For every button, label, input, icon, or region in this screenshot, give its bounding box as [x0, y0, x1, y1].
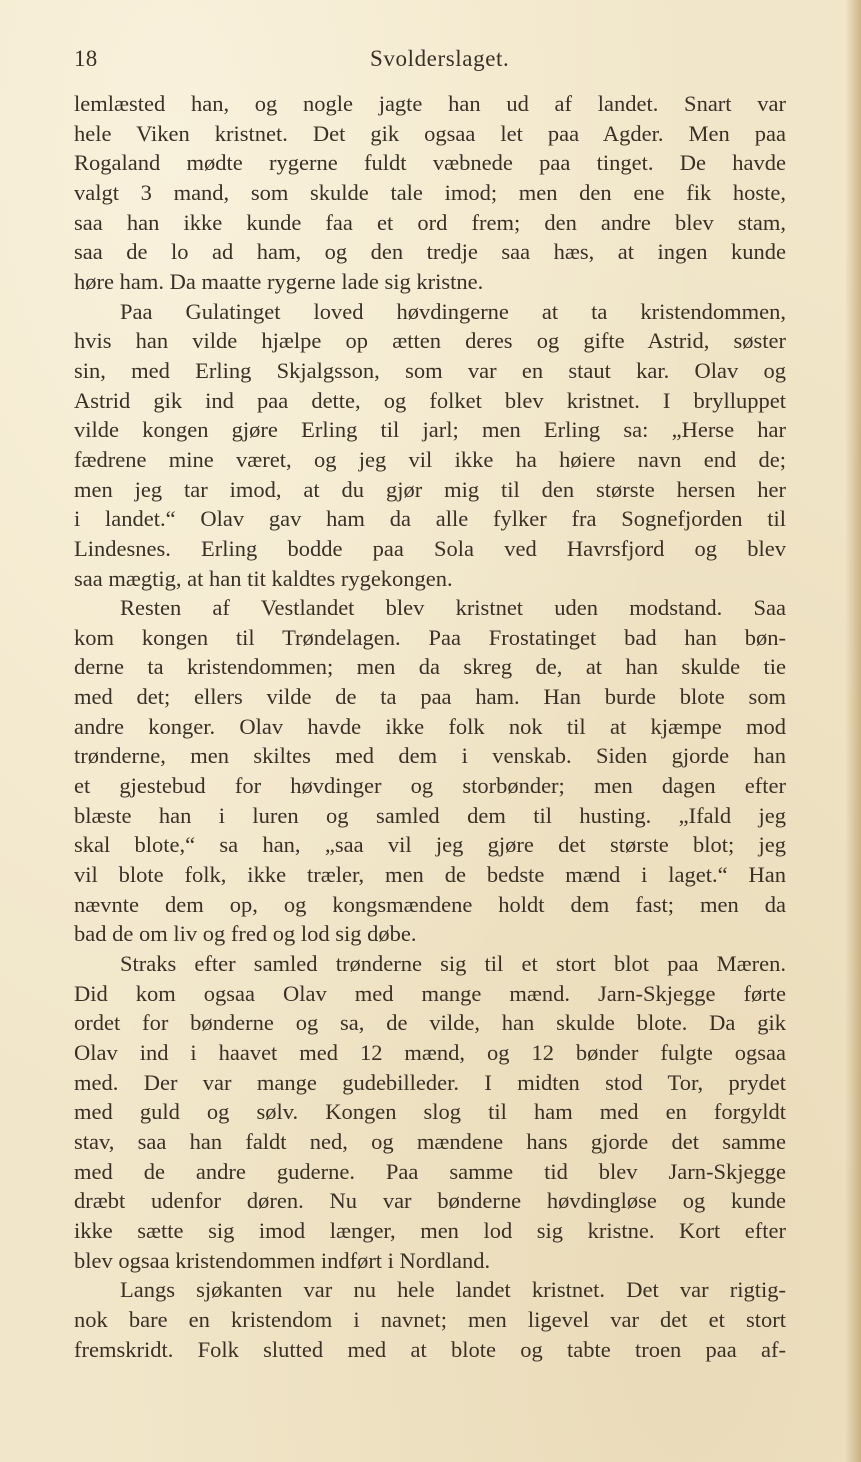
text-line: valgt 3 mand, som skulde tale imod; men den ene fik hoste,	[74, 179, 786, 205]
text-line: lemlæsted han, og nogle jagte han ud af landet. Snart var	[74, 91, 786, 116]
text-line: et gjestebud for høvdinger og storbønder; men dagen efter	[74, 773, 786, 799]
text-line: dræbt udenfor døren. Nu var bønderne høvdingløse og kunde	[74, 1188, 786, 1214]
paragraph	[74, 949, 786, 1275]
paragraph	[74, 1275, 786, 1364]
text-line: men jeg tar imod, at du gjør mig til den største hersen her	[74, 476, 786, 502]
text-line: Olav ind i haavet med 12 mænd, og 12 bønder fulgte ogsaa	[74, 1040, 786, 1065]
text-line: Astrid gik ind paa dette, og folket blev kristnet. I brylluppet	[74, 387, 786, 413]
text-line: saa han ikke kunde faa et ord frem; den andre blev stam,	[74, 209, 786, 235]
body-text	[74, 89, 786, 1364]
text-line: Resten af Vestlandet blev kristnet uden modstand. Saa	[120, 595, 786, 621]
text-line: ordet for bønderne og sa, de vilde, han skulde blote. Da gik	[74, 1010, 786, 1036]
text-line: nævnte dem op, og kongsmændene holdt dem fast; men da	[74, 891, 786, 917]
text-line: med. Der var mange gudebilleder. I midten stod Tor, prydet	[74, 1069, 786, 1095]
text-line: andre konger. Olav havde ikke folk nok til at kjæmpe mod	[74, 713, 786, 739]
text-line: Did kom ogsaa Olav med mange mænd. Jarn-Skjegge førte	[74, 980, 786, 1006]
text-line: vil blote folk, ikke træler, men de bedste mænd i laget.“ Han	[74, 862, 786, 888]
paragraph	[74, 593, 786, 949]
text-line: fædrene mine været, og jeg vil ikke ha høiere navn end de;	[74, 446, 786, 472]
page-header	[74, 44, 786, 74]
text-line: blev ogsaa kristendommen indført i Nordland.	[74, 1247, 491, 1273]
text-line: vilde kongen gjøre Erling til jarl; men Erling sa: „Herse har	[74, 417, 786, 443]
text-line: kom kongen til Trøndelagen. Paa Frostatinget bad han bøn-	[74, 624, 786, 650]
text-line: saa mægtig, at han tit kaldtes rygekongen.	[74, 565, 453, 591]
text-line: med guld og sølv. Kongen slog til ham med en forgyldt	[74, 1099, 786, 1125]
text-line: høre ham. Da maatte rygerne lade sig kristne.	[74, 268, 484, 294]
text-line: blæste han i luren og samled dem til husting. „Ifald jeg	[74, 802, 786, 828]
text-line: trønderne, men skiltes med dem i venskab. Siden gjorde han	[74, 743, 786, 769]
paragraph	[74, 297, 786, 594]
text-line: hele Viken kristnet. Det gik ogsaa let paa Agder. Men paa	[74, 120, 786, 146]
text-line: Straks efter samled trønderne sig til et stort blot paa Mæren.	[120, 951, 786, 977]
page-edge-shadow	[845, 0, 861, 1462]
text-line: sin, med Erling Skjalgsson, som var en staut kar. Olav og	[74, 357, 786, 383]
paragraph	[74, 89, 786, 297]
running-title: Svolderslaget.	[370, 46, 510, 71]
text-line: bad de om liv og fred og lod sig døbe.	[74, 921, 417, 947]
text-line: Rogaland mødte rygerne fuldt væbnede paa tinget. De havde	[74, 150, 786, 176]
text-line: i landet.“ Olav gav ham da alle fylker fra Sognefjorden til	[74, 506, 786, 532]
text-line: fremskridt. Folk slutted med at blote og tabte troen paa af-	[74, 1336, 786, 1362]
text-line: ikke sætte sig imod længer, men lod sig kristne. Kort efter	[74, 1217, 786, 1243]
text-line: skal blote,“ sa han, „saa vil jeg gjøre det største blot; jeg	[74, 832, 786, 858]
text-line: stav, saa han faldt ned, og mændene hans gjorde det samme	[74, 1128, 786, 1154]
text-line: Langs sjøkanten var nu hele landet kristnet. Det var rigtig-	[120, 1277, 786, 1303]
text-line: saa de lo ad ham, og den tredje saa hæs, at ingen kunde	[74, 239, 786, 265]
page-number: 18	[74, 46, 98, 71]
text-line: med de andre guderne. Paa samme tid blev Jarn-Skjegge	[74, 1158, 786, 1184]
text-line: derne ta kristendommen; men da skreg de, at han skulde tie	[74, 654, 786, 680]
text-line: nok bare en kristendom i navnet; men ligevel var det et stort	[74, 1306, 786, 1332]
text-line: hvis han vilde hjælpe op ætten deres og gifte Astrid, søster	[74, 328, 786, 354]
text-line: Paa Gulatinget loved høvdingerne at ta kristendommen,	[120, 298, 786, 324]
text-line: Lindesnes. Erling bodde paa Sola ved Havrsfjord og blev	[74, 535, 786, 561]
text-line: med det; ellers vilde de ta paa ham. Han burde blote som	[74, 684, 786, 710]
